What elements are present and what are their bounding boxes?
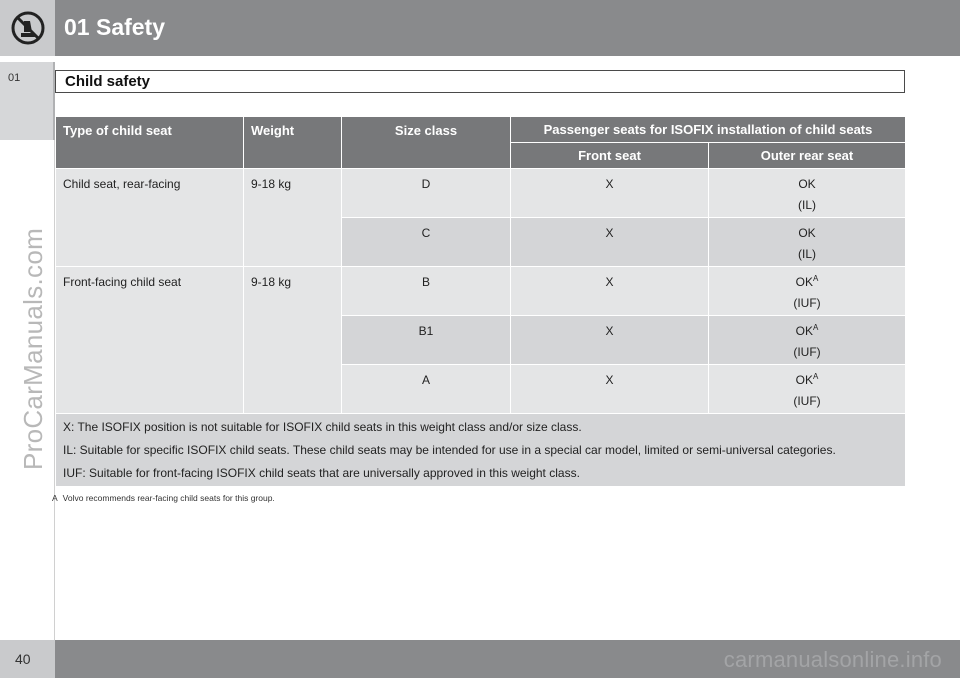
- cell-front: X: [511, 316, 709, 365]
- rear-footnote-marker: A: [813, 323, 819, 332]
- page-number: 40: [15, 651, 31, 667]
- table-row: [56, 267, 906, 316]
- footnote-marker: A: [52, 493, 58, 503]
- cell-front: X: [511, 218, 709, 267]
- rear-value: OK: [798, 177, 816, 191]
- rear-footnote-marker: A: [813, 274, 819, 283]
- rear-value: OK: [795, 324, 813, 338]
- footer-bar: [55, 640, 960, 678]
- header-outer-rear-seat: Outer rear seat: [709, 143, 906, 169]
- cell-size: B: [342, 267, 511, 316]
- header-icon-box: [0, 0, 55, 56]
- cell-front: X: [511, 365, 709, 414]
- table-row: [56, 169, 906, 218]
- chapter-tab: [0, 62, 55, 140]
- cell-rear: [709, 169, 906, 218]
- legend-iuf: IUF: Suitable for front-facing ISOFIX child seats that are universally approved in this weight class.: [63, 466, 580, 480]
- rear-category: (IUF): [793, 296, 821, 310]
- footer-page-box: [0, 640, 55, 678]
- legend-row: [56, 414, 906, 487]
- cell-size: D: [342, 169, 511, 218]
- cell-size: A: [342, 365, 511, 414]
- legend-cell: [56, 414, 906, 487]
- header-type: Type of child seat: [56, 117, 244, 169]
- header-front-seat: Front seat: [511, 143, 709, 169]
- section-title-box: [55, 70, 905, 93]
- rear-category: (IL): [798, 198, 816, 212]
- page-title: 01 Safety: [64, 14, 166, 40]
- cell-size: B1: [342, 316, 511, 365]
- chapter-number: 01: [8, 72, 21, 84]
- rear-footnote-marker: A: [813, 372, 819, 381]
- footer-watermark: carmanualsonline.info: [723, 647, 942, 672]
- header-size-class: Size class: [342, 117, 511, 169]
- cell-rear: [709, 316, 906, 365]
- rear-category: (IUF): [793, 394, 821, 408]
- header-bar: [0, 0, 960, 56]
- cell-rear: [709, 267, 906, 316]
- cell-type: Front-facing child seat: [56, 267, 244, 414]
- header-passenger-seats: Passenger seats for ISOFIX installation of child seats: [511, 117, 906, 143]
- cell-size: C: [342, 218, 511, 267]
- cell-front: X: [511, 267, 709, 316]
- cell-weight: 9-18 kg: [244, 267, 342, 414]
- footnote: [52, 493, 275, 503]
- cell-rear: [709, 365, 906, 414]
- cell-type: Child seat, rear-facing: [56, 169, 244, 267]
- section-title: Child safety: [65, 73, 151, 90]
- cell-rear: [709, 218, 906, 267]
- legend-il: IL: Suitable for specific ISOFIX child seats. These child seats may be intended for use in a special car model, limited or semi-universal categories.: [63, 443, 836, 457]
- rear-value: OK: [795, 275, 813, 289]
- legend-x: X: The ISOFIX position is not suitable for ISOFIX child seats in this weight class and/or size class.: [63, 420, 582, 434]
- side-watermark: ProCarManuals.com: [18, 227, 48, 470]
- rear-value: OK: [795, 373, 813, 387]
- rear-category: (IL): [798, 247, 816, 261]
- cell-weight: 9-18 kg: [244, 169, 342, 267]
- cell-front: X: [511, 169, 709, 218]
- no-child-seat-airbag-icon: [10, 10, 46, 46]
- rear-value: OK: [798, 226, 816, 240]
- footnote-text: Volvo recommends rear-facing child seats for this group.: [62, 493, 275, 503]
- header-weight: Weight: [244, 117, 342, 169]
- rear-category: (IUF): [793, 345, 821, 359]
- isofix-table: [55, 116, 906, 487]
